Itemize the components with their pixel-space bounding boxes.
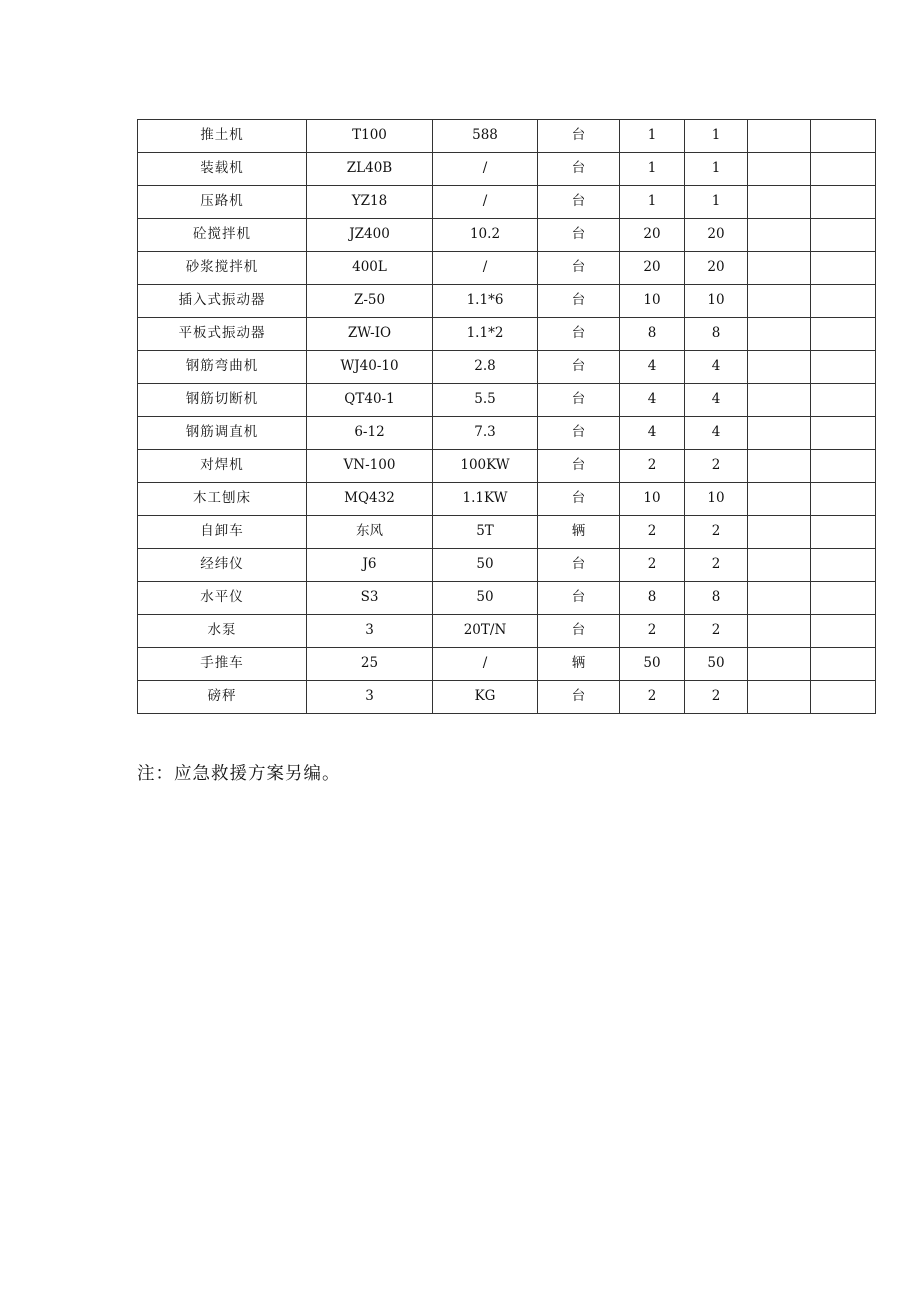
- remark-cell: [748, 120, 811, 153]
- unit-cell: 台: [538, 483, 620, 516]
- quantity-onsite-cell: 50: [685, 648, 748, 681]
- spec-cell: 50: [433, 549, 538, 582]
- extra-cell: [811, 681, 876, 714]
- model-cell: Z-50: [307, 285, 433, 318]
- model-cell: QT40-1: [307, 384, 433, 417]
- quantity-cell: 1: [620, 120, 685, 153]
- quantity-cell: 2: [620, 615, 685, 648]
- quantity-onsite-cell: 1: [685, 120, 748, 153]
- spec-cell: /: [433, 252, 538, 285]
- equipment-name-cell: 压路机: [138, 186, 307, 219]
- table-row: [138, 516, 876, 549]
- quantity-cell: 20: [620, 219, 685, 252]
- unit-cell: 台: [538, 318, 620, 351]
- quantity-onsite-cell: 20: [685, 252, 748, 285]
- spec-cell: 7.3: [433, 417, 538, 450]
- remark-cell: [748, 384, 811, 417]
- table-row: [138, 120, 876, 153]
- remark-cell: [748, 186, 811, 219]
- extra-cell: [811, 153, 876, 186]
- table-row: [138, 351, 876, 384]
- model-cell: YZ18: [307, 186, 433, 219]
- equipment-name-cell: 装载机: [138, 153, 307, 186]
- table-row: [138, 186, 876, 219]
- table-row: [138, 615, 876, 648]
- model-cell: JZ400: [307, 219, 433, 252]
- equipment-name-cell: 插入式振动器: [138, 285, 307, 318]
- equipment-name-cell: 水泵: [138, 615, 307, 648]
- extra-cell: [811, 417, 876, 450]
- table-row: [138, 384, 876, 417]
- spec-cell: 20T/N: [433, 615, 538, 648]
- extra-cell: [811, 219, 876, 252]
- model-cell: 3: [307, 615, 433, 648]
- quantity-onsite-cell: 1: [685, 153, 748, 186]
- model-cell: 25: [307, 648, 433, 681]
- quantity-cell: 4: [620, 384, 685, 417]
- unit-cell: 台: [538, 417, 620, 450]
- remark-cell: [748, 351, 811, 384]
- remark-cell: [748, 153, 811, 186]
- quantity-onsite-cell: 8: [685, 318, 748, 351]
- table-row: [138, 483, 876, 516]
- quantity-cell: 1: [620, 153, 685, 186]
- quantity-cell: 2: [620, 681, 685, 714]
- quantity-onsite-cell: 4: [685, 417, 748, 450]
- model-cell: T100: [307, 120, 433, 153]
- quantity-cell: 2: [620, 450, 685, 483]
- spec-cell: 50: [433, 582, 538, 615]
- table-row: [138, 318, 876, 351]
- remark-cell: [748, 516, 811, 549]
- quantity-onsite-cell: 8: [685, 582, 748, 615]
- spec-cell: 588: [433, 120, 538, 153]
- spec-cell: 1.1KW: [433, 483, 538, 516]
- equipment-name-cell: 水平仪: [138, 582, 307, 615]
- model-cell: 东风: [307, 516, 433, 549]
- extra-cell: [811, 186, 876, 219]
- unit-cell: 台: [538, 285, 620, 318]
- equipment-name-cell: 自卸车: [138, 516, 307, 549]
- spec-cell: /: [433, 648, 538, 681]
- quantity-cell: 50: [620, 648, 685, 681]
- extra-cell: [811, 483, 876, 516]
- remark-cell: [748, 417, 811, 450]
- unit-cell: 台: [538, 219, 620, 252]
- equipment-name-cell: 对焊机: [138, 450, 307, 483]
- equipment-name-cell: 平板式振动器: [138, 318, 307, 351]
- unit-cell: 台: [538, 384, 620, 417]
- table-row: [138, 648, 876, 681]
- note-text: 注：应急救援方案另编。: [137, 764, 341, 784]
- quantity-cell: 4: [620, 417, 685, 450]
- extra-cell: [811, 615, 876, 648]
- unit-cell: 辆: [538, 648, 620, 681]
- model-cell: 6-12: [307, 417, 433, 450]
- extra-cell: [811, 384, 876, 417]
- table-row: [138, 153, 876, 186]
- table-row: [138, 549, 876, 582]
- model-cell: ZW-IO: [307, 318, 433, 351]
- model-cell: WJ40-10: [307, 351, 433, 384]
- quantity-onsite-cell: 2: [685, 549, 748, 582]
- extra-cell: [811, 516, 876, 549]
- remark-cell: [748, 318, 811, 351]
- unit-cell: 辆: [538, 516, 620, 549]
- unit-cell: 台: [538, 351, 620, 384]
- extra-cell: [811, 648, 876, 681]
- remark-cell: [748, 252, 811, 285]
- spec-cell: 5.5: [433, 384, 538, 417]
- model-cell: 3: [307, 681, 433, 714]
- equipment-table: [137, 119, 876, 714]
- unit-cell: 台: [538, 450, 620, 483]
- extra-cell: [811, 351, 876, 384]
- remark-cell: [748, 615, 811, 648]
- quantity-onsite-cell: 4: [685, 351, 748, 384]
- remark-cell: [748, 681, 811, 714]
- model-cell: ZL40B: [307, 153, 433, 186]
- table-row: [138, 681, 876, 714]
- quantity-onsite-cell: 1: [685, 186, 748, 219]
- model-cell: S3: [307, 582, 433, 615]
- quantity-cell: 1: [620, 186, 685, 219]
- quantity-cell: 8: [620, 582, 685, 615]
- equipment-name-cell: 手推车: [138, 648, 307, 681]
- extra-cell: [811, 120, 876, 153]
- spec-cell: 100KW: [433, 450, 538, 483]
- remark-cell: [748, 285, 811, 318]
- unit-cell: 台: [538, 186, 620, 219]
- table-row: [138, 285, 876, 318]
- unit-cell: 台: [538, 681, 620, 714]
- remark-cell: [748, 549, 811, 582]
- quantity-cell: 8: [620, 318, 685, 351]
- spec-cell: KG: [433, 681, 538, 714]
- quantity-onsite-cell: 2: [685, 615, 748, 648]
- model-cell: VN-100: [307, 450, 433, 483]
- remark-cell: [748, 450, 811, 483]
- unit-cell: 台: [538, 153, 620, 186]
- model-cell: 400L: [307, 252, 433, 285]
- table-row: [138, 450, 876, 483]
- extra-cell: [811, 549, 876, 582]
- model-cell: J6: [307, 549, 433, 582]
- extra-cell: [811, 252, 876, 285]
- table-row: [138, 252, 876, 285]
- table-row: [138, 582, 876, 615]
- quantity-cell: 20: [620, 252, 685, 285]
- quantity-onsite-cell: 2: [685, 516, 748, 549]
- extra-cell: [811, 285, 876, 318]
- spec-cell: /: [433, 186, 538, 219]
- equipment-name-cell: 推土机: [138, 120, 307, 153]
- unit-cell: 台: [538, 549, 620, 582]
- equipment-name-cell: 经纬仪: [138, 549, 307, 582]
- quantity-cell: 10: [620, 483, 685, 516]
- model-cell: MQ432: [307, 483, 433, 516]
- extra-cell: [811, 450, 876, 483]
- table-row: [138, 219, 876, 252]
- equipment-name-cell: 砼搅拌机: [138, 219, 307, 252]
- unit-cell: 台: [538, 252, 620, 285]
- extra-cell: [811, 582, 876, 615]
- quantity-onsite-cell: 20: [685, 219, 748, 252]
- remark-cell: [748, 483, 811, 516]
- extra-cell: [811, 318, 876, 351]
- equipment-name-cell: 木工刨床: [138, 483, 307, 516]
- equipment-table-body: [138, 120, 876, 714]
- quantity-cell: 4: [620, 351, 685, 384]
- spec-cell: 1.1*2: [433, 318, 538, 351]
- table-row: [138, 417, 876, 450]
- equipment-name-cell: 钢筋调直机: [138, 417, 307, 450]
- unit-cell: 台: [538, 120, 620, 153]
- quantity-cell: 2: [620, 516, 685, 549]
- spec-cell: 5T: [433, 516, 538, 549]
- equipment-name-cell: 砂浆搅拌机: [138, 252, 307, 285]
- quantity-onsite-cell: 2: [685, 450, 748, 483]
- remark-cell: [748, 648, 811, 681]
- remark-cell: [748, 219, 811, 252]
- unit-cell: 台: [538, 615, 620, 648]
- quantity-onsite-cell: 4: [685, 384, 748, 417]
- quantity-cell: 2: [620, 549, 685, 582]
- spec-cell: 2.8: [433, 351, 538, 384]
- unit-cell: 台: [538, 582, 620, 615]
- quantity-onsite-cell: 2: [685, 681, 748, 714]
- equipment-name-cell: 钢筋切断机: [138, 384, 307, 417]
- spec-cell: 1.1*6: [433, 285, 538, 318]
- spec-cell: /: [433, 153, 538, 186]
- equipment-name-cell: 钢筋弯曲机: [138, 351, 307, 384]
- quantity-onsite-cell: 10: [685, 285, 748, 318]
- quantity-onsite-cell: 10: [685, 483, 748, 516]
- spec-cell: 10.2: [433, 219, 538, 252]
- equipment-name-cell: 磅秤: [138, 681, 307, 714]
- quantity-cell: 10: [620, 285, 685, 318]
- remark-cell: [748, 582, 811, 615]
